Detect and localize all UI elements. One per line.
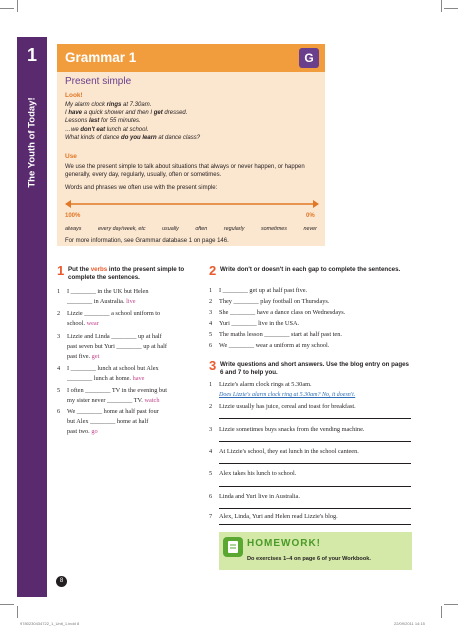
exercise-2-item: 3 She ________ have a dance class on Wednesdays.	[209, 309, 346, 316]
exercise-1-instruction: Put the verbs into the present simple to complete the sentences.	[68, 266, 185, 282]
homework-title: HOMEWORK!	[247, 538, 321, 549]
footer-date: 22/09/2011 14:15	[394, 621, 425, 626]
exercise-3-item: 1 Lizzie's alarm clock rings at 5.30am.	[209, 381, 312, 388]
exercise-1-item: 1 I ________ in the UK but Helen ________ in Australia. live	[57, 288, 149, 306]
unit-title: The Youth of Today!	[26, 97, 38, 188]
exercise-2-item: 5 The maths lesson ________ start at half past ten.	[209, 331, 342, 338]
frequency-word: often	[195, 226, 208, 232]
exercise-2-instruction: Write don't or doesn't in each gap to complete the sentences.	[220, 266, 401, 273]
crop-mark	[444, 8, 458, 9]
crop-mark	[0, 8, 14, 9]
answer-line[interactable]	[219, 508, 411, 509]
notebook-icon	[223, 537, 243, 557]
example-line: My alarm clock rings at 7.30am.	[65, 102, 152, 108]
grammar-title: Grammar 1	[65, 50, 137, 65]
exercise-2-item: 6 We ________ wear a uniform at my school.	[209, 342, 330, 349]
exercise-3-item: 2 Lizzie usually has juice, cereal and toast for breakfast.	[209, 403, 356, 410]
crop-mark	[444, 604, 458, 605]
crop-mark	[441, 606, 442, 618]
look-label: Look!	[65, 92, 83, 99]
frequency-word: usually	[162, 226, 179, 232]
homework-box	[219, 532, 412, 570]
exercise-1-item: 6 We ________ home at half past four but Alex ________ home at half past two. go	[57, 408, 159, 436]
exercise-3-item: 4 At Lizzie's school, they eat lunch in the school canteen.	[209, 448, 359, 455]
exercise-1-item: 4 I ________ lunch at school but Alex ________ lunch at home. have	[57, 365, 159, 383]
example-answer: Does Lizzie's alarm clock ring at 5.30am? No, it doesn't.	[219, 392, 356, 398]
words-text: Words and phrases we often use with the present simple:	[65, 185, 218, 191]
verb-prompt: go	[91, 428, 98, 436]
frequency-words	[65, 226, 317, 232]
answer-line[interactable]	[219, 463, 411, 464]
grammar-examples	[65, 101, 320, 142]
verb-prompt: get	[91, 353, 100, 361]
frequency-word: never	[303, 226, 317, 232]
crop-mark	[17, 0, 18, 12]
exercise-2-number: 2	[209, 263, 217, 278]
exercise-3-item: 6 Linda and Yuri live in Australia.	[209, 493, 300, 500]
exercise-3-number: 3	[209, 358, 217, 373]
exercise-1-item: 2 Lizzie ________ a school uniform to school. wear	[57, 310, 161, 328]
verb-prompt: have	[132, 375, 145, 383]
exercise-1-number: 1	[57, 263, 65, 278]
exercise-3-item: 5 Alex takes his lunch to school.	[209, 470, 297, 477]
more-info: For more information, see Grammar database 1 on page 146.	[65, 238, 229, 244]
exercise-3-item: 7 Alex, Linda, Yuri and Helen read Lizzie's blog.	[209, 513, 338, 520]
frequency-word: regularly	[223, 226, 245, 232]
scale-start: 100%	[65, 213, 81, 219]
crop-mark	[0, 604, 14, 605]
use-text: We use the present simple to talk about situations that always or never happen, or happen generally, every day, regularly, usually, often or sometimes.	[65, 164, 305, 178]
grammar-subtitle: Present simple	[65, 76, 132, 87]
exercise-2-item: 2 They ________ play football on Thursdays.	[209, 298, 330, 305]
verb-prompt: live	[126, 298, 136, 306]
grammar-header	[57, 44, 325, 72]
use-label: Use	[65, 153, 77, 160]
footer-file: 9780230434722_1_Unit_1.indd 8	[20, 621, 80, 626]
page-number: 8	[56, 576, 67, 587]
verb-prompt: watch	[144, 397, 160, 405]
exercise-2-item: 1 I ________ get up at half past five.	[209, 287, 308, 294]
answer-line[interactable]	[219, 486, 411, 487]
exercise-2-item: 4 Yuri ________ live in the USA.	[209, 320, 300, 327]
unit-number: 1	[26, 45, 37, 65]
frequency-word: every day/week, etc	[97, 226, 146, 232]
frequency-word: sometimes	[260, 226, 287, 232]
homework-text: Do exercises 1–4 on page 6 of your Workbook.	[247, 556, 371, 562]
exercise-3-instruction: Write questions and short answers. Use the blog entry on pages 6 and 7 to help you.	[220, 361, 409, 377]
example-line: What kinds of dance do you learn at dance class?	[65, 134, 201, 141]
verb-prompt: wear	[86, 320, 99, 328]
scale-end: 0%	[306, 213, 315, 219]
example-line: Lessons last for 55 minutes.	[65, 118, 141, 125]
answer-line[interactable]	[219, 441, 411, 442]
unit-side-band	[17, 37, 47, 597]
exercise-3-item: 3 Lizzie sometimes buys snacks from the vending machine.	[209, 426, 365, 433]
answer-line[interactable]	[219, 524, 411, 525]
exercise-1-item: 5 I often ________ TV in the evening but my sister never ________ TV. watch	[57, 387, 167, 405]
example-line: …we don't eat lunch at school.	[65, 126, 149, 133]
crop-mark	[17, 606, 18, 618]
grammar-g-icon: G	[299, 48, 319, 68]
example-line: I have a quick shower and then I get dressed.	[65, 110, 188, 117]
frequency-arrow	[65, 199, 319, 209]
frequency-word: always	[65, 226, 82, 232]
crop-mark	[441, 0, 442, 12]
grammar-box	[57, 44, 325, 246]
answer-line[interactable]	[219, 418, 411, 419]
exercise-1-item: 3 Lizzie and Linda ________ up at half past seven but Yuri ________ up at half past five. get	[57, 333, 167, 361]
